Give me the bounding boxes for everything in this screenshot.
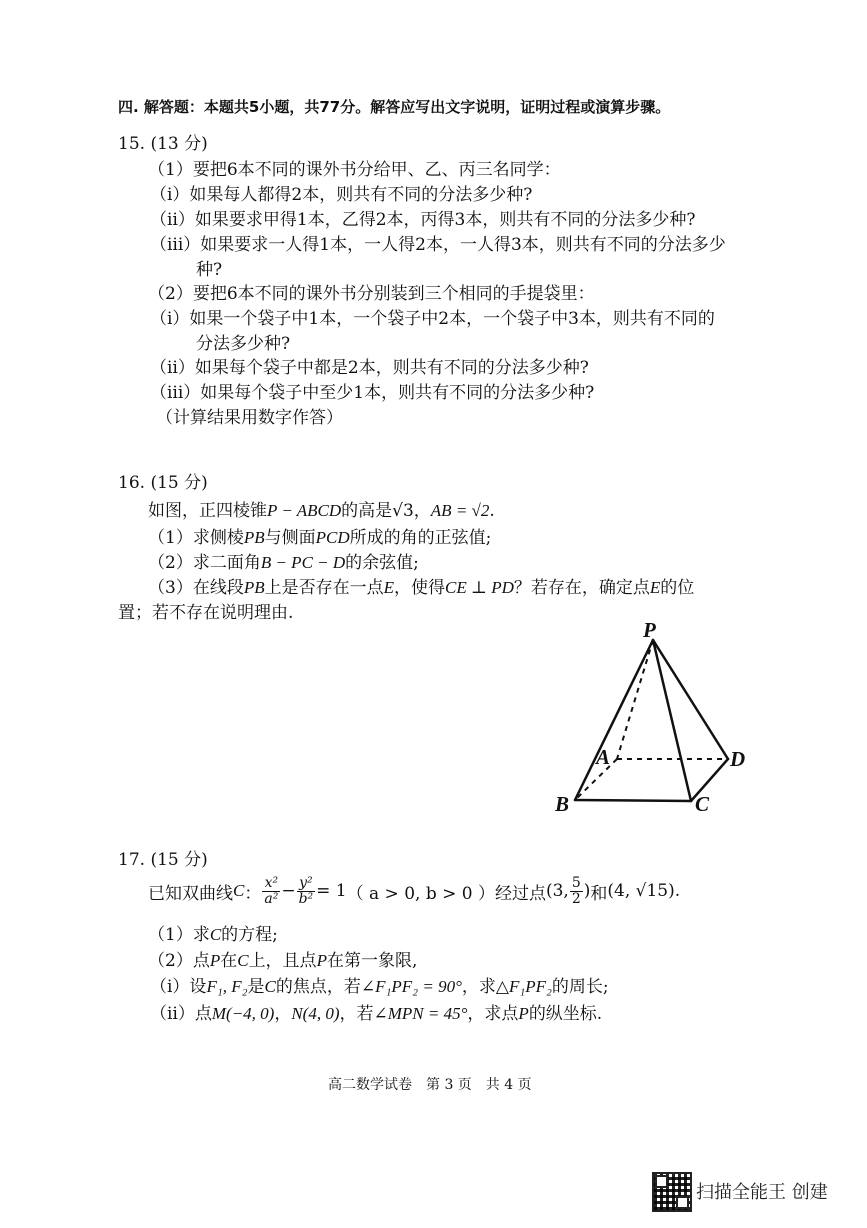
page-footer: 高二数学试卷 第 3 页 共 4 页 <box>328 1077 532 1093</box>
q15-part1-ii: （ⅱ）如果要求甲得1本，乙得2本，丙得3本，则共有不同的分法多少种? <box>150 210 696 230</box>
math: △F₁PF₂ <box>495 977 552 996</box>
text: ： <box>244 883 262 904</box>
text: 所成的角的正弦值; <box>349 528 492 548</box>
math: P <box>518 1004 529 1023</box>
q15-note: （计算结果用数字作答） <box>156 408 343 428</box>
q16-intro <box>148 496 495 521</box>
text: 的方程; <box>221 925 278 945</box>
q15-part2-ii: （ⅱ）如果每个袋子中都是2本，则共有不同的分法多少种? <box>150 358 589 378</box>
section-heading: 四. 解答题：本题共5小题，共77分。解答应写出文字说明，证明过程或演算步骤。 <box>118 98 671 116</box>
text: 在 <box>220 951 238 971</box>
denominator: 2 <box>571 890 581 907</box>
math: C <box>209 925 222 944</box>
q17-intro <box>148 868 680 914</box>
text: ？若存在，确定点 <box>513 578 650 598</box>
math: B − PC − D <box>260 553 346 572</box>
math: PB <box>243 528 265 547</box>
fraction-y2-b2 <box>297 876 316 906</box>
text: ) <box>583 881 591 901</box>
text: （2）点 <box>148 951 210 971</box>
vertex-label-p: P <box>643 618 656 642</box>
q17-part2 <box>148 946 417 971</box>
q15-part2-i: （ⅰ）如果一个袋子中1本，一个袋子中2本，一个袋子中3本，则共有不同的 <box>150 309 715 329</box>
fraction-5-2 <box>570 876 583 906</box>
text: . <box>489 501 495 521</box>
math: P − ABCD <box>267 501 342 520</box>
qr-code-icon <box>652 1172 692 1212</box>
text: 的位 <box>660 578 695 598</box>
pyramid-figure <box>545 615 760 820</box>
math: E <box>383 578 394 597</box>
text: ，求 <box>461 977 496 997</box>
q16-part1 <box>148 523 491 548</box>
q15-part1: （1）要把6本不同的课外书分给甲、乙、丙三名同学： <box>148 160 561 180</box>
q15-part1-i: （ⅰ）如果每人都得2本，则共有不同的分法多少种? <box>150 185 533 205</box>
math: C <box>237 951 249 970</box>
text: 上，且点 <box>248 951 317 971</box>
text: 在第一象限, <box>326 951 418 971</box>
denominator: b² <box>298 890 314 907</box>
math: PB <box>243 578 265 597</box>
math: P <box>316 951 327 970</box>
fraction-x2-a2 <box>262 876 280 906</box>
math: C <box>264 977 276 996</box>
text: （3）在线段 <box>148 578 244 598</box>
q16-part3-cont: 置；若不存在说明理由. <box>118 603 294 623</box>
vertex-label-b: B <box>555 792 570 816</box>
math: F₁, F₂ <box>206 977 248 996</box>
math: P <box>209 951 221 970</box>
text: − <box>281 881 296 901</box>
question-number: 15. (13 分) <box>118 134 208 154</box>
vertex-label-a: A <box>596 745 611 769</box>
numerator: x² <box>262 876 280 892</box>
question-number: 16. (15 分) <box>118 473 208 493</box>
math: AB = √2 <box>430 501 490 520</box>
q15-part1-iii-cont: 种? <box>196 260 223 280</box>
text: 如图，正四棱锥 <box>148 501 267 521</box>
text: ，使得 <box>394 578 445 598</box>
vertex-label-c: C <box>695 792 710 816</box>
vertex-label-d: D <box>730 747 746 771</box>
q16-part2 <box>148 548 419 573</box>
text: （1）求 <box>148 925 210 945</box>
math: PCD <box>315 528 350 547</box>
edge-pb <box>575 640 653 800</box>
text: (3, <box>545 881 569 901</box>
math: CE ⊥ PD <box>445 578 514 597</box>
numerator: y² <box>297 876 316 892</box>
text: ，求点 <box>467 1004 519 1024</box>
q15-part1-iii: （ⅲ）如果要求一人得1本，一人得2本，一人得3本，则共有不同的分法多少 <box>150 235 726 255</box>
q16-part3 <box>148 573 694 598</box>
edge-pc <box>653 640 691 801</box>
text: （ a > 0, b > 0 ）经过点 <box>346 883 546 904</box>
scanner-watermark: 扫描全能王 创建 <box>696 1182 828 1203</box>
question-number: 17. (15 分) <box>118 850 208 870</box>
q15-part2-i-cont: 分法多少种? <box>196 334 291 354</box>
text: 的纵坐标. <box>528 1004 603 1024</box>
text: 已知双曲线 <box>148 883 233 904</box>
text: （ⅱ）点 <box>150 1004 212 1024</box>
text: 与侧面 <box>264 528 316 548</box>
text: (4, √15) <box>607 881 675 901</box>
text: . <box>674 881 681 901</box>
text: = 1 <box>316 881 347 901</box>
math: C <box>233 881 245 900</box>
q17-part2-i <box>150 972 609 997</box>
text: （1）求侧棱 <box>148 528 244 548</box>
q17-part2-ii <box>150 999 602 1024</box>
math: M(−4, 0) <box>211 1004 275 1023</box>
math: ∠MPN = 45° <box>373 1004 468 1023</box>
math: ∠F₁PF₂ = 90° <box>360 977 462 996</box>
text: 的余弦值; <box>345 553 419 573</box>
text: 上是否存在一点 <box>264 578 384 598</box>
text: （2）求二面角 <box>148 553 261 573</box>
text: ， <box>274 1004 292 1024</box>
text: 是 <box>247 977 265 997</box>
math: E <box>649 578 661 597</box>
edge-pa-hidden <box>617 640 653 759</box>
math: N(4, 0) <box>291 1004 340 1023</box>
edge-pd <box>653 640 728 759</box>
math: √3 <box>392 501 414 521</box>
numerator: 5 <box>571 874 581 891</box>
q17-part1 <box>148 920 278 945</box>
text: ， <box>413 501 431 521</box>
text: 和 <box>590 883 608 904</box>
edge-bc <box>575 800 691 801</box>
q15-part2: （2）要把6本不同的课外书分别装到三个相同的手提袋里： <box>148 284 595 304</box>
q15-part2-iii: （ⅲ）如果每个袋子中至少1本，则共有不同的分法多少种? <box>150 383 595 403</box>
text: 的高是 <box>341 501 393 521</box>
text: ，若 <box>339 1004 374 1024</box>
text: （ⅰ）设 <box>150 977 207 997</box>
text: 的焦点，若 <box>275 977 361 997</box>
text: 的周长; <box>551 977 609 997</box>
denominator: a² <box>264 890 279 907</box>
